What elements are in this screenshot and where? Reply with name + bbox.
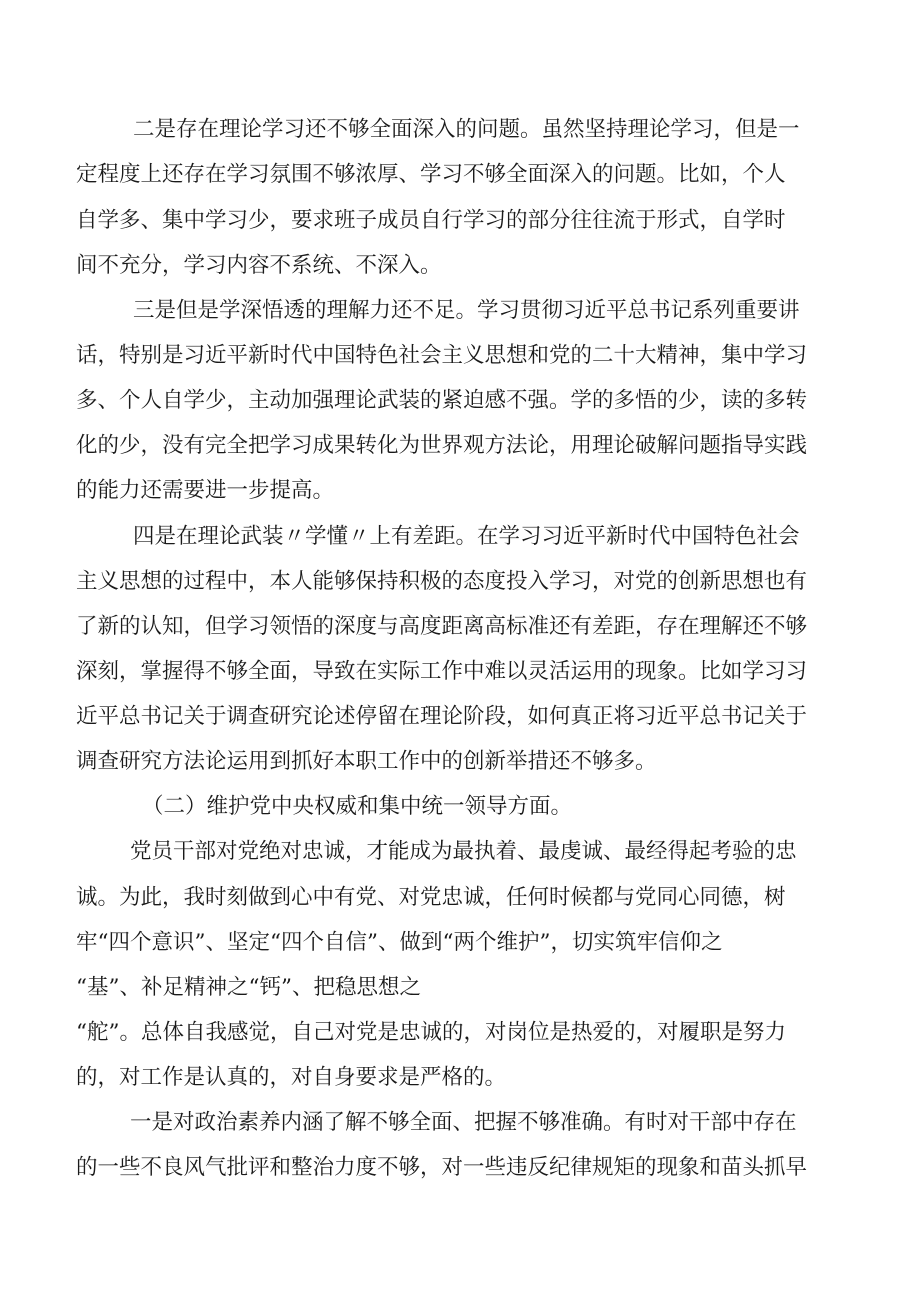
text-line: [0, 113, 920, 147]
line-text: 二是存在理论学习还不够全面深入的问题。虽然坚持理论学习，但是一: [133, 117, 800, 142]
text-line: [0, 1016, 920, 1050]
line-text: 深刻，掌握得不够全面，导致在实际工作中难以灵活运用的现象。比如学习习: [76, 659, 808, 684]
text-line: [0, 655, 920, 689]
line-text: “舵”。总体自我感觉，自己对党是忠诚的，对岗位是热爱的，对履职是努力: [76, 1020, 786, 1045]
text-line: [0, 881, 920, 915]
line-text: “基”、补足精神之“钙”、把稳思想之: [76, 975, 421, 1000]
line-text: 牢“四个意识”、坚定“四个自信”、做到“两个维护”，切实筑牢信仰之: [76, 930, 723, 955]
line-text: 间不充分，学习内容不系统、不深入。: [76, 253, 442, 278]
line-text: 话，特别是习近平新时代中国特色社会主义思想和党的二十大精神，集中学习: [76, 343, 808, 368]
line-text: （二）维护党中央权威和集中统一领导方面。: [142, 794, 573, 819]
line-text: 党员干部对党绝对忠诚，才能成为最执着、最虔诚、最经得起考验的忠: [130, 839, 797, 864]
text-line: [0, 745, 920, 779]
line-text: 诚。为此，我时刻做到心中有党、对党忠诚，任何时候都与党同心同德，树: [76, 885, 786, 910]
line-text: 了新的认知，但学习领悟的深度与高度距离高标准还有差距，存在理解还不够: [76, 614, 808, 639]
text-line: [0, 339, 920, 373]
text-line: [0, 520, 920, 554]
text-line: [0, 971, 920, 1005]
text-line: [0, 158, 920, 192]
text-line: [0, 474, 920, 508]
line-text: 多、个人自学少，主动加强理论武装的紧迫感不强。学的多悟的少，读的多转: [76, 388, 808, 413]
line-text: 调查研究方法论运用到抓好本职工作中的创新举措还不够多。: [76, 749, 657, 774]
section-heading: [0, 790, 920, 824]
line-text: 一是对政治素养内涵了解不够全面、把握不够准确。有时对干部中存在: [130, 1110, 797, 1135]
line-text: 主义思想的过程中，本人能够保持积极的态度投入学习，对党的创新思想也有: [76, 569, 808, 594]
text-line: [0, 429, 920, 463]
text-line: [0, 1061, 920, 1095]
text-line: [0, 249, 920, 283]
line-text: 三是但是学深悟透的理解力还不足。学习贯彻习近平总书记系列重要讲: [133, 298, 800, 323]
text-line: [0, 384, 920, 418]
text-line: [0, 700, 920, 734]
line-text: 的能力还需要进一步提高。: [76, 478, 335, 503]
line-text: 四是在理论武装〃学懂〃上有差距。在学习习近平新时代中国特色社会: [133, 524, 800, 549]
line-text: 近平总书记关于调查研究论述停留在理论阶段，如何真正将习近平总书记关于: [76, 704, 808, 729]
line-text: 化的少，没有完全把学习成果转化为世界观方法论，用理论破解问题指导实践: [76, 433, 808, 458]
line-text: 定程度上还存在学习氛围不够浓厚、学习不够全面深入的问题。比如，个人: [76, 162, 786, 187]
text-line: [0, 1106, 920, 1140]
text-line: [0, 1151, 920, 1185]
line-text: 的一些不良风气批评和整治力度不够，对一些违反纪律规矩的现象和苗头抓早: [76, 1155, 808, 1180]
text-line: [0, 565, 920, 599]
text-line: [0, 294, 920, 328]
text-line: [0, 835, 920, 869]
text-line: [0, 926, 920, 960]
text-line: [0, 204, 920, 238]
line-text: 自学多、集中学习少，要求班子成员自行学习的部分往往流于形式，自学时: [76, 208, 786, 233]
line-text: 的，对工作是认真的，对自身要求是严格的。: [76, 1065, 507, 1090]
text-line: [0, 610, 920, 644]
